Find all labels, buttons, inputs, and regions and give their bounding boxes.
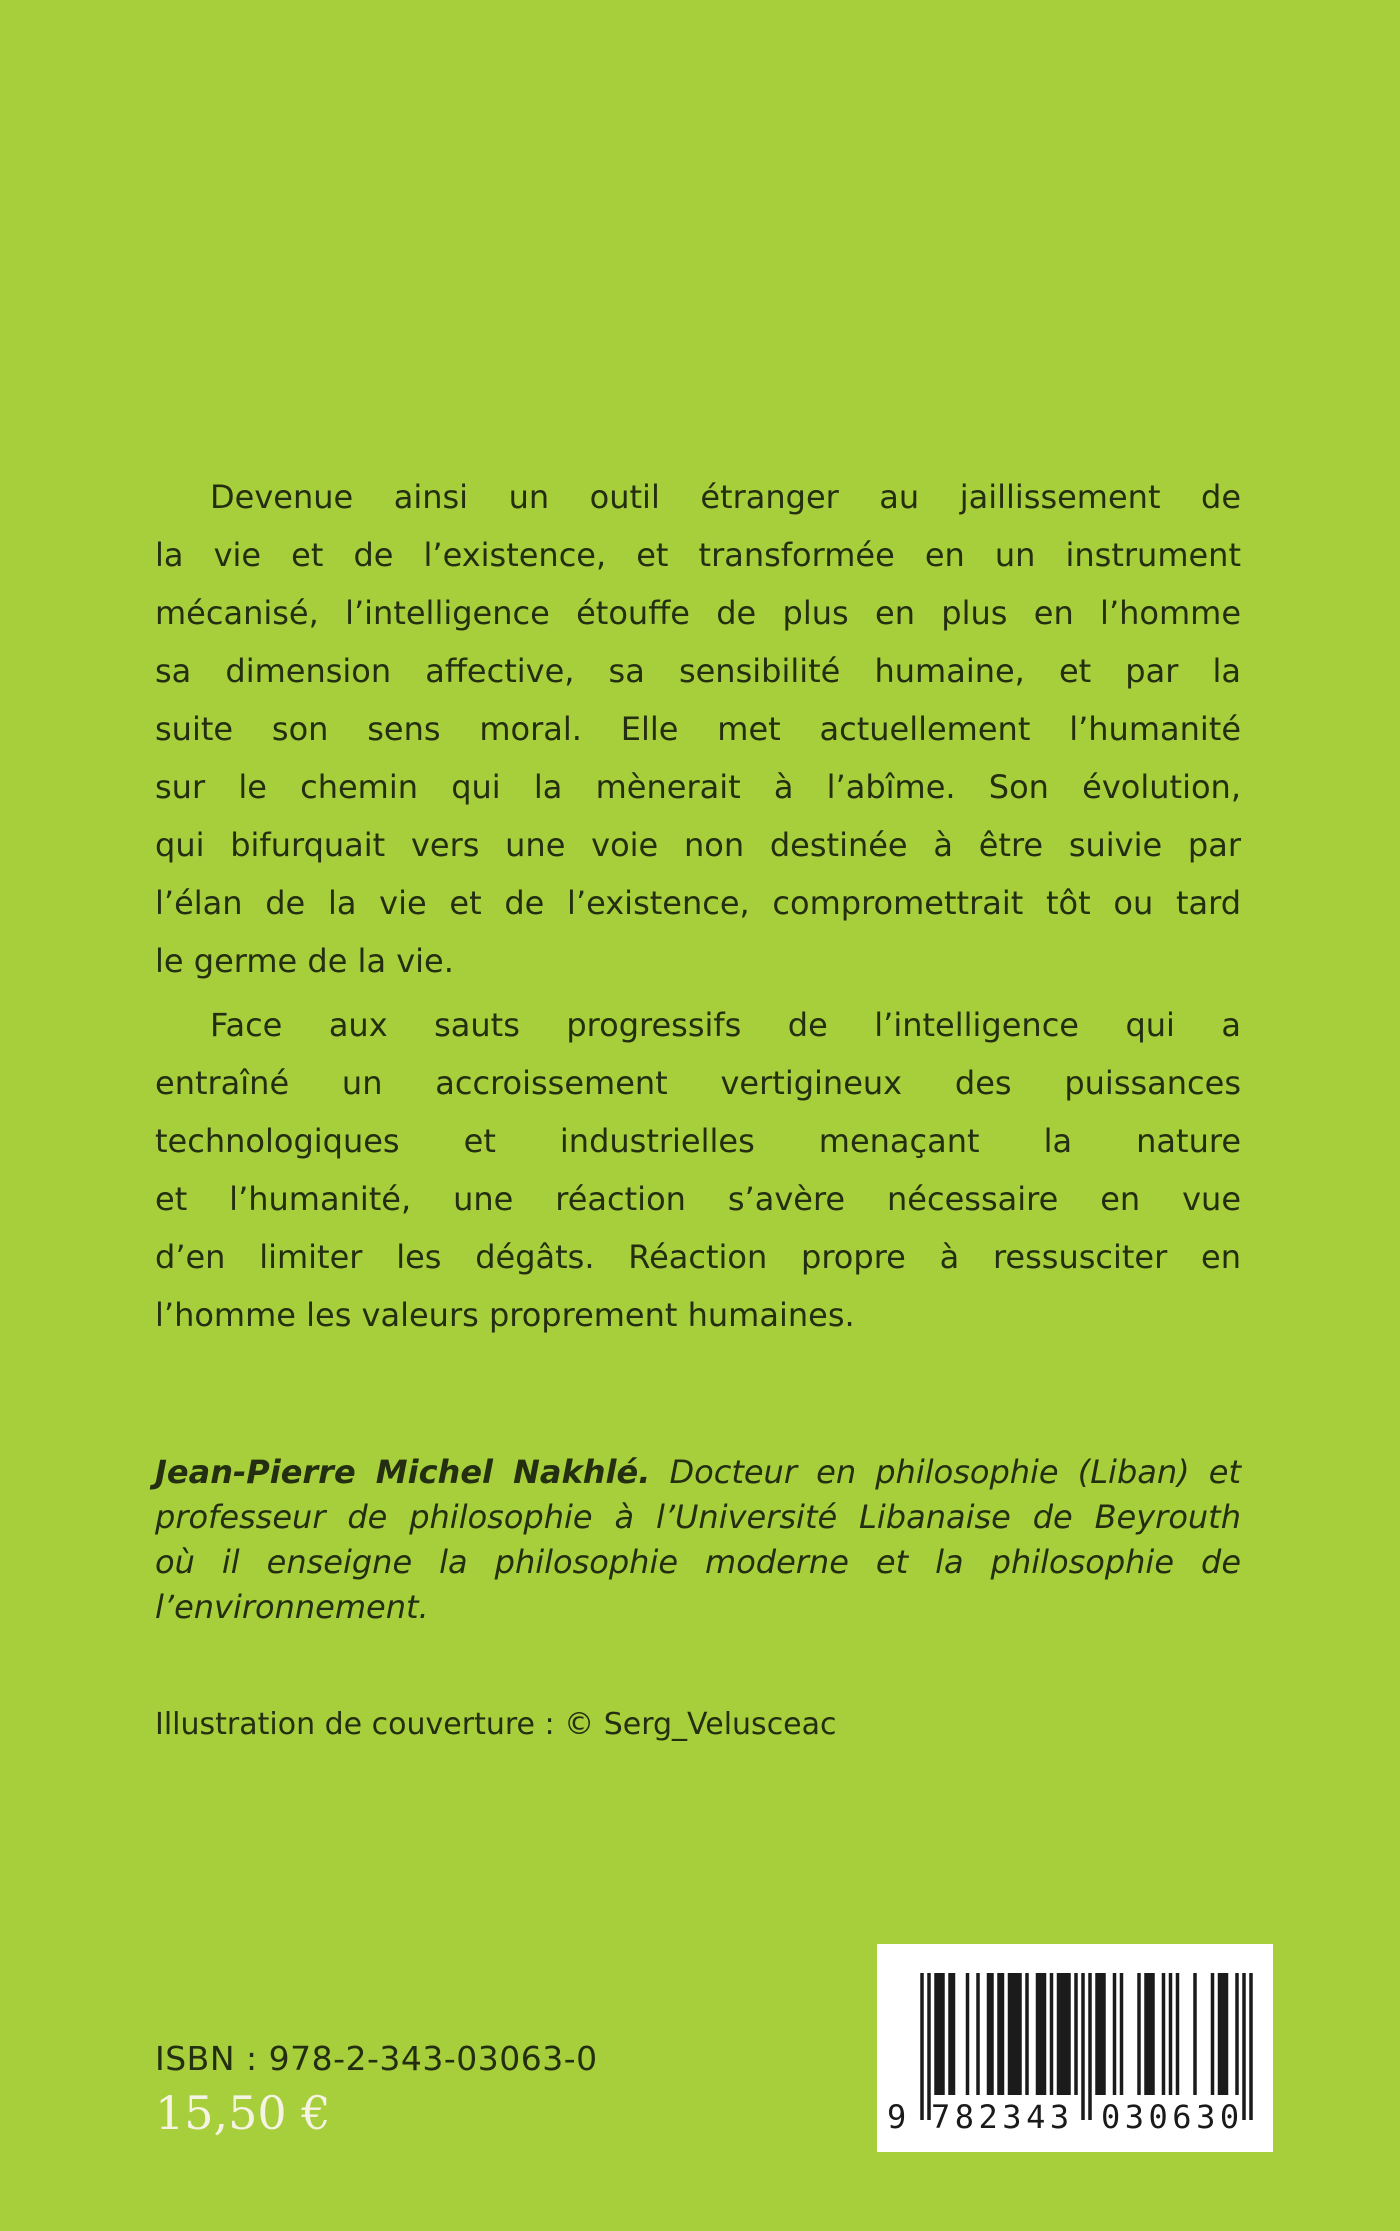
author-bio <box>155 1450 1241 1630</box>
barcode <box>877 1944 1273 2152</box>
price-label: 15,50 € <box>155 2086 331 2140</box>
text-line <box>155 1450 1241 1495</box>
text-line: sa dimension affective, sa sensibilité humaine, et par la <box>155 652 1241 690</box>
text-line <box>155 1585 1241 1630</box>
text-line: Face aux sauts progressifs de l’intelligence qui a <box>210 1006 1241 1044</box>
isbn-label: ISBN : 978-2-343-03063-0 <box>155 2039 598 2078</box>
text-line: l’homme les valeurs proprement humaines. <box>155 1296 855 1334</box>
text-line: l’élan de la vie et de l’existence, compromettrait tôt ou tard <box>155 884 1241 922</box>
text-line <box>155 1495 1241 1540</box>
text-line: mécanisé, l’intelligence étouffe de plus en plus en l’homme <box>155 594 1241 632</box>
text-line: qui bifurquait vers une voie non destinée à être suivie par <box>155 826 1241 864</box>
text-line: le germe de la vie. <box>155 942 454 980</box>
bio-text-segment: Docteur en philosophie (Liban) et <box>650 1453 1242 1491</box>
synopsis-text <box>155 468 1241 1344</box>
text-line: entraîné un accroissement vertigineux des puissances <box>155 1064 1241 1102</box>
text-line: suite son sens moral. Elle met actuellement l’humanité <box>155 710 1241 748</box>
barcode-digits-left-group: 782343 <box>931 2098 1074 2136</box>
bio-text-segment: l’environnement. <box>155 1588 429 1626</box>
synopsis-paragraph <box>155 468 1241 990</box>
author-name: Jean-Pierre Michel Nakhlé. <box>155 1453 651 1491</box>
barcode-digit-leading: 9 <box>887 2098 907 2136</box>
bio-text-segment: professeur de philosophie à l’Université Libanaise de Beyrouth <box>155 1498 1241 1536</box>
synopsis-paragraph <box>155 996 1241 1344</box>
text-line <box>155 1540 1241 1585</box>
illustration-credit: Illustration de couverture : © Serg_Velusceac <box>155 1707 837 1742</box>
text-line: la vie et de l’existence, et transformée en un instrument <box>155 536 1241 574</box>
bio-text-segment: où il enseigne la philosophie moderne et la philosophie de <box>155 1543 1241 1581</box>
text-line: technologiques et industrielles menaçant la nature <box>155 1122 1241 1160</box>
text-line: d’en limiter les dégâts. Réaction propre à ressusciter en <box>155 1238 1241 1276</box>
text-line: sur le chemin qui la mènerait à l’abîme. Son évolution, <box>155 768 1241 806</box>
barcode-digits-right-group: 030630 <box>1101 2098 1244 2136</box>
text-line: et l’humanité, une réaction s’avère nécessaire en vue <box>155 1180 1241 1218</box>
text-line: Devenue ainsi un outil étranger au jaillissement de <box>210 478 1241 516</box>
